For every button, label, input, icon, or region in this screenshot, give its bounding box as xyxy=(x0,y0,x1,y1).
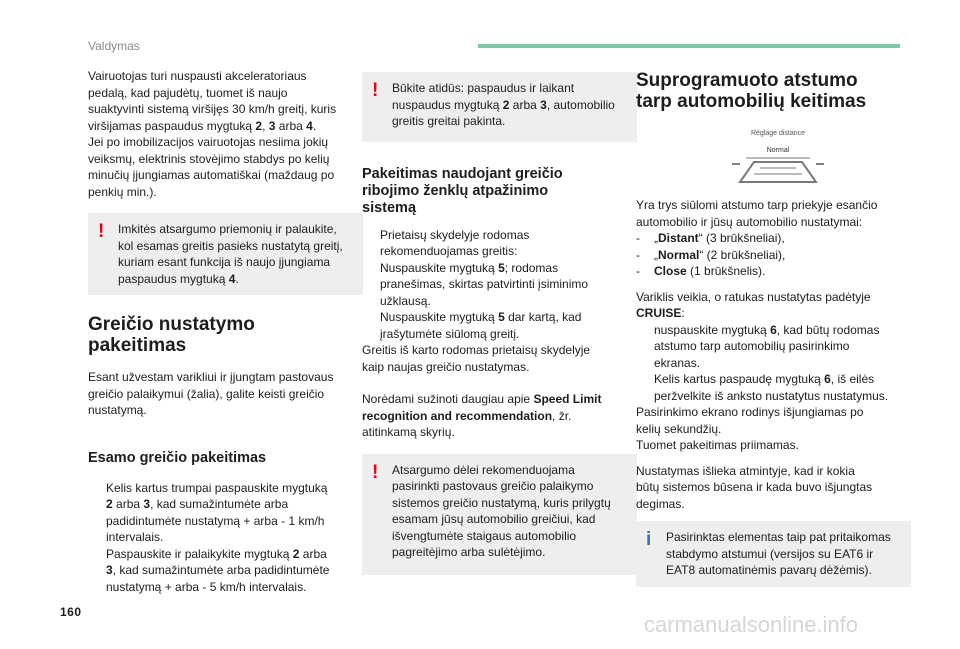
heading-distance-change: Suprogramuoto atstumo tarp automobilių keitimas xyxy=(636,70,867,112)
warning-note-caution: ! Atsargumo dėlei rekomenduojama pasirinkti pastovaus greičio palaikymo sistemos greičio nustatymą, kuris prilygtų esamam jūsų automobilio greičiui, kad išvengtumėte staigaus automobilio pagreitėjimo arba sulėtėjimo. xyxy=(362,454,637,575)
list-item: Nuspauskite mygtuką 5; rodomas pranešimas, skirtas patvirtinti įsiminimo užklausą. xyxy=(380,260,589,308)
paragraph-memory: Nustatymas išlieka atmintyje, kad ir kokia būtų sistemos būsena ir kada buvo išjungtas degimas. xyxy=(636,463,873,511)
list-item: - Close (1 brūkšnelis). xyxy=(636,264,766,278)
heading-current-speed-change: Esamo greičio pakeitimas xyxy=(88,449,267,466)
list-item: - „Normal“ (2 brūkšneliai), xyxy=(636,247,786,262)
page-number: 160 xyxy=(60,605,82,619)
diagram-title: Réglage distance xyxy=(750,130,806,137)
paragraph-reactivation: Vairuotojas turi nuspausti akceleratoriaus pedalą, kad pajudėtų, tuomet iš naujo suaktyvinti sistemą viršijęs 30 km/h greitį, kuris viršijamas paspaudus mygtuką 2, 3 arba 4. Jei po imobilizacijos vairuotojas nesiima jokių veiksmų, elektrinis stovėjimo stabdys po kelių minučių įjungiamas automatiškai (maždaug po penkių min.). xyxy=(88,69,337,199)
list-item: Kelis kartus trumpai paspauskite mygtuką 2 arba 3, kad sumažintumėte arba padidintumėte nustatymą + arba - 1 km/h intervalais. xyxy=(106,480,328,544)
paragraph-screen-off: Pasirinkimo ekrano rodinys išjungiamas po kelių sekundžių. Tuomet pakeitimas priimamas. xyxy=(636,405,864,452)
warning-note-hold: ! Būkite atidūs: paspaudus ir laikant nuspaudus mygtuką 2 arba 3, automobilio greitis greitai pakinta. xyxy=(362,72,637,142)
paragraph-three-settings: Yra trys siūlomi atstumo tarp priekyje esančio automobilio ir jūsų automobilio nustatymai: xyxy=(636,198,878,229)
diagram-value: Normal xyxy=(766,147,790,154)
list-item: Nuspauskite mygtuką 5 dar kartą, kad įrašytumėte siūlomą greitį. xyxy=(380,310,582,341)
column-middle xyxy=(362,72,637,575)
section-title: Valdymas xyxy=(88,39,140,53)
warning-icon: ! xyxy=(372,461,379,483)
warning-icon: ! xyxy=(372,80,379,101)
watermark: carmanualsonline.info xyxy=(644,612,859,637)
list-item: Kelis kartus paspaudę mygtuką 6, iš eilės peržvelkite iš anksto nustatytus nustatymus. xyxy=(654,372,889,403)
list-item: - „Distant“ (3 brūkšneliai), xyxy=(636,231,785,245)
distance-display-diagram xyxy=(718,126,838,184)
paragraph-engine-cruise: Variklis veikia, o ratukas nustatytas padėtyje CRUISE: xyxy=(636,289,871,320)
info-note-braking: i Pasirinktas elementas taip pat pritaikomas stabdymo atstumui (versijos su EAT6 ir EAT8 automatinėmis pavarų dėžėmis). xyxy=(636,521,911,587)
distance-setting-illustration xyxy=(718,126,838,184)
list-item: Prietaisų skydelyje rodomas rekomenduojamas greitis: xyxy=(380,227,530,258)
diagram-road-outline xyxy=(740,162,816,182)
list-item: nuspauskite mygtuką 6, kad būtų rodomas atstumo tarp automobilių pasirinkimo ekranas. xyxy=(654,322,880,370)
header-accent-bar xyxy=(478,44,900,48)
warning-note-wait: ! Imkitės atsargumo priemonių ir palaukite, kol esamas greitis pasieks nustatytą greitį, kuriam esant funkcija iš naujo įjungiama paspaudus mygtuką 4. xyxy=(88,213,363,295)
paragraph-shown-immediately: Greitis iš karto rodomas prietaisų skydelyje kaip naujas greičio nustatymas. xyxy=(362,343,591,374)
heading-sign-recognition: Pakeitimas naudojant greičio ribojimo ženklų atpažinimo sistemą xyxy=(362,165,563,216)
column-right xyxy=(636,70,911,587)
warning-icon: ! xyxy=(98,221,105,242)
info-icon: i xyxy=(646,529,652,550)
heading-speed-change: Greičio nustatymo pakeitimas xyxy=(88,314,255,356)
paragraph-engine-running: Esant užvestam varikliui ir įjungtam pastovaus greičio palaikymui (žalia), galite keisti greičio nustatymą. xyxy=(88,370,334,417)
column-left xyxy=(88,68,363,595)
paragraph-more-info: Norėdami sužinoti daugiau apie Speed Limit recognition and recommendation, žr. atitinkamą skyrių. xyxy=(362,392,602,439)
list-item: Paspauskite ir palaikykite mygtuką 2 arba 3, kad sumažintumėte arba padidintumėte nustatymą + arba - 5 km/h intervalais. xyxy=(106,546,330,594)
